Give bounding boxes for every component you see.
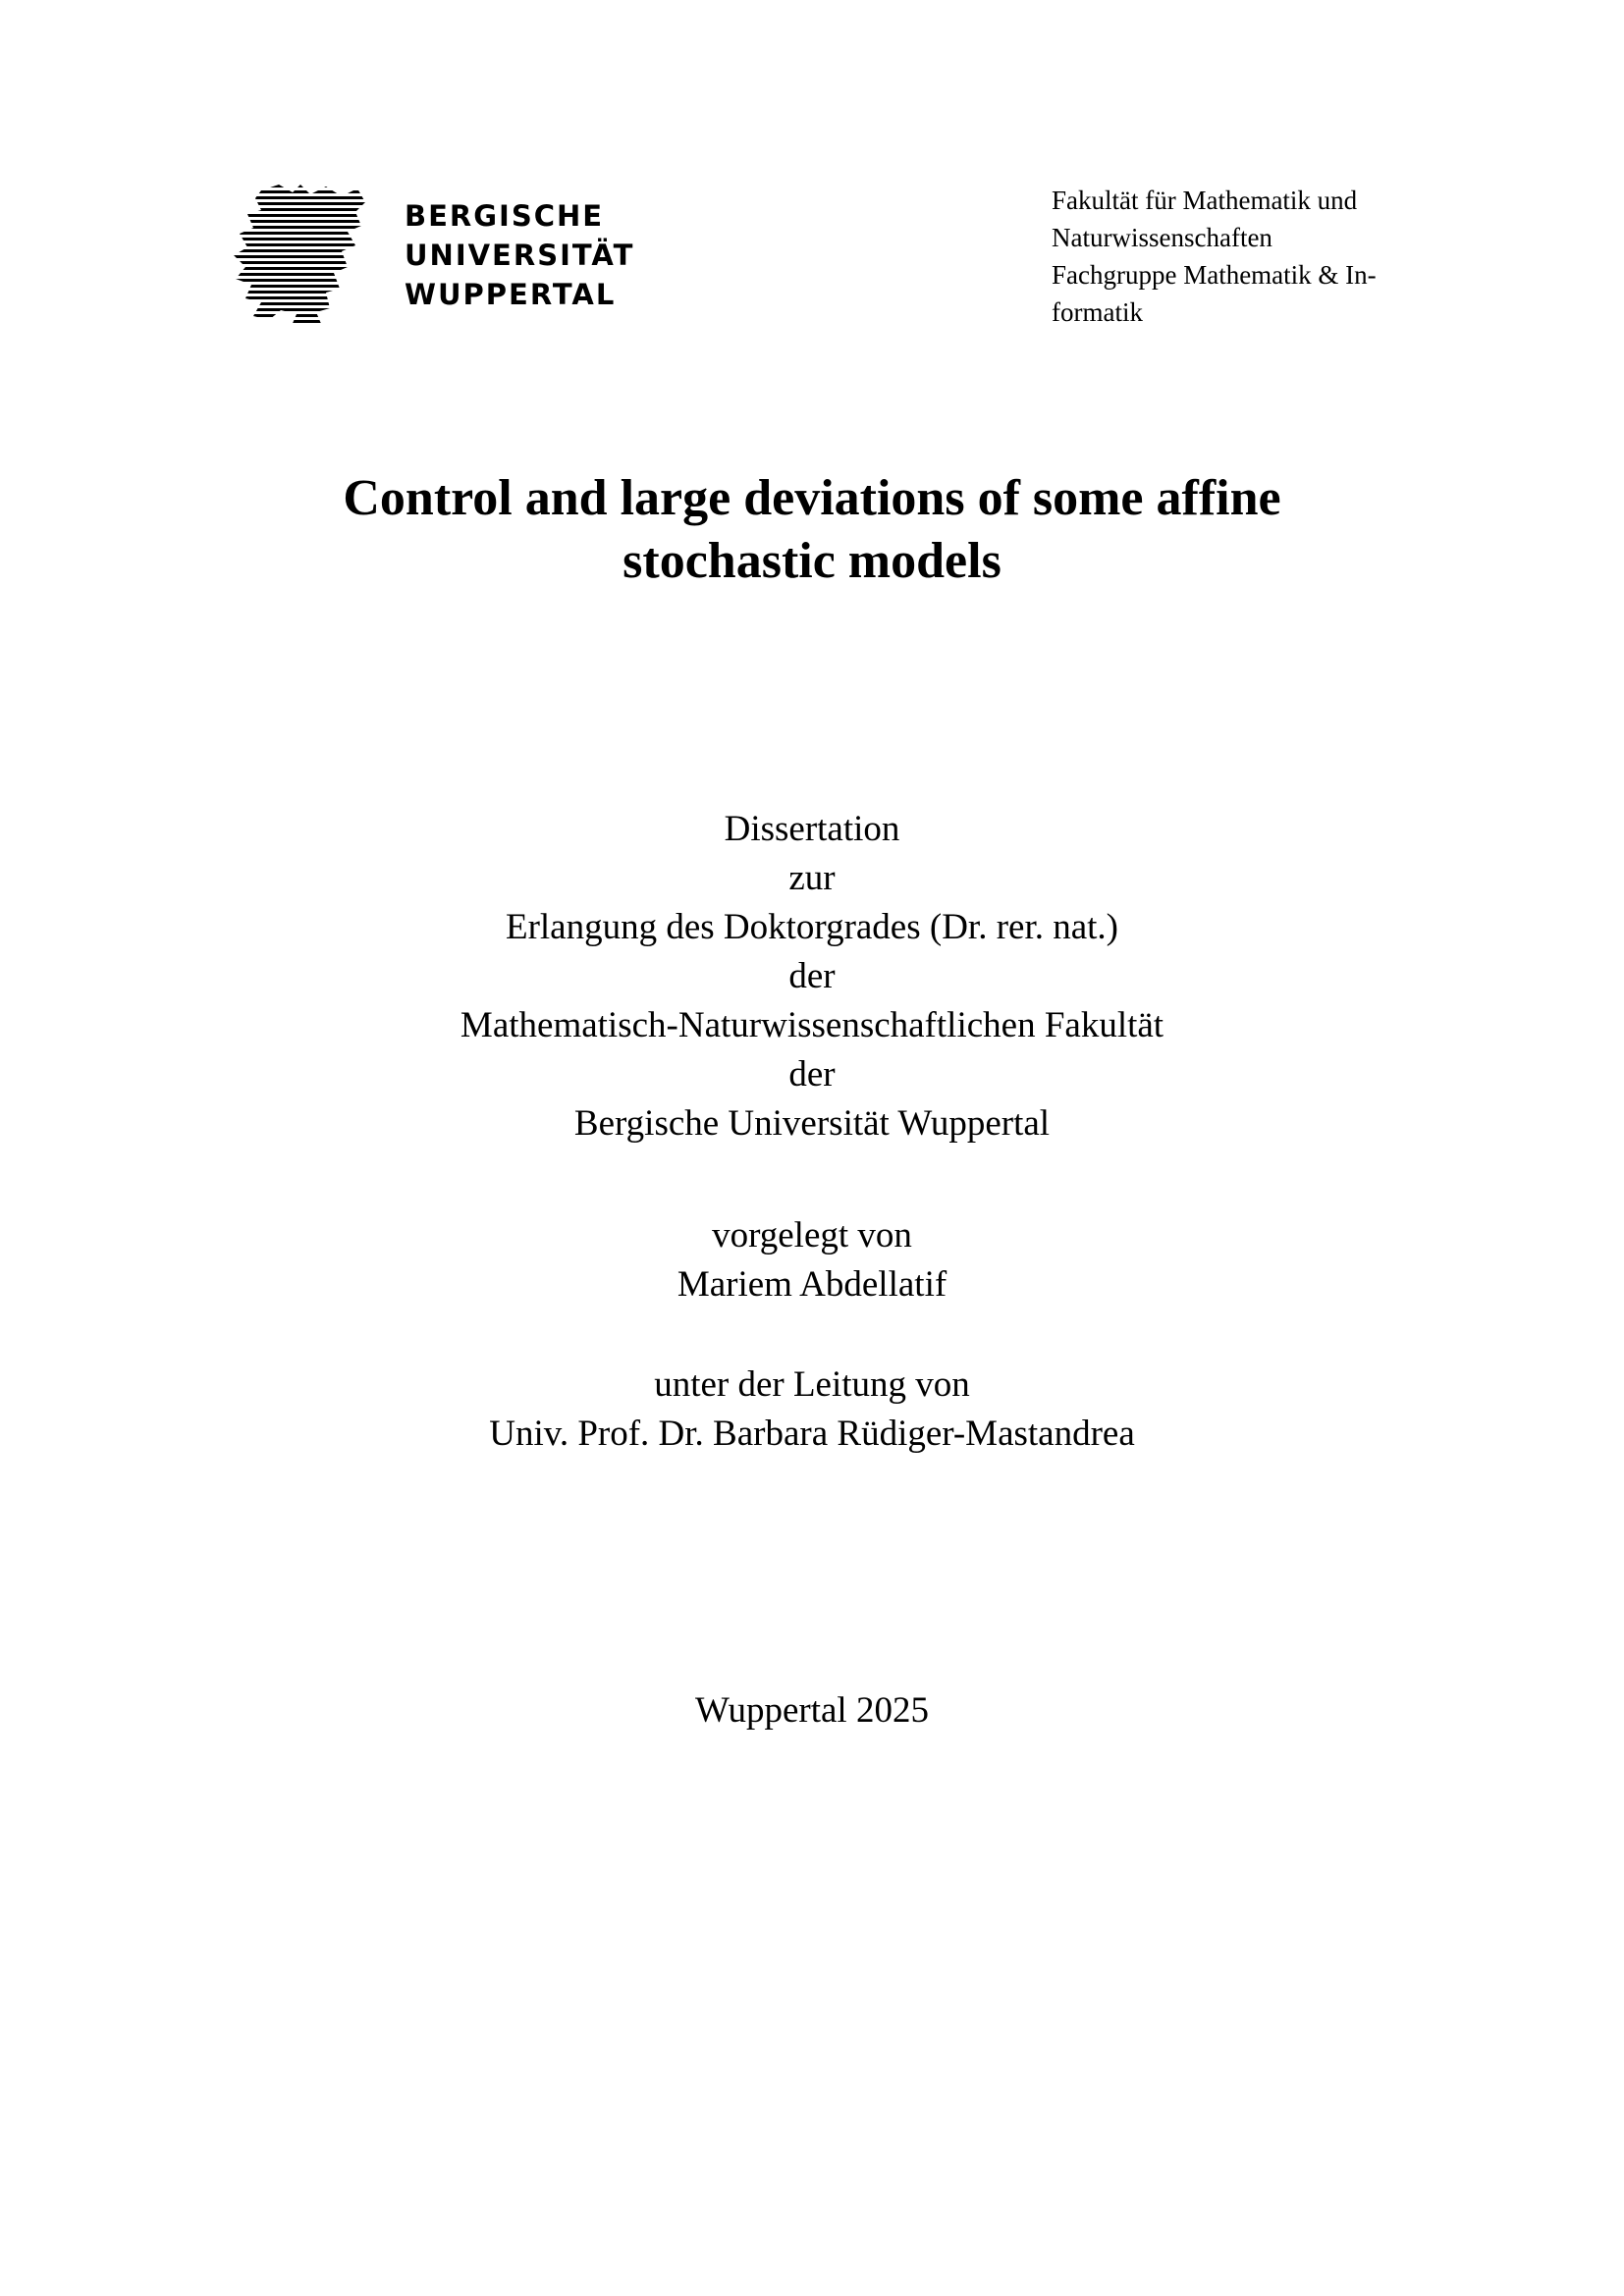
dissertation-line-2: zur xyxy=(788,858,836,898)
place-year-text: Wuppertal 2025 xyxy=(695,1690,929,1731)
thesis-title xyxy=(223,467,1401,593)
lion-emblem-icon xyxy=(232,183,369,330)
advisor-block xyxy=(223,1361,1401,1459)
dissertation-line-1: Dissertation xyxy=(724,809,900,849)
author-block xyxy=(223,1211,1401,1309)
title-line-1: Control and large deviations of some affine xyxy=(343,470,1281,526)
advisor-intro: unter der Leitung von xyxy=(654,1364,970,1405)
advisor-name: Univ. Prof. Dr. Barbara Rüdiger-Mastandrea xyxy=(489,1414,1135,1454)
faculty-line-4: formatik xyxy=(1052,297,1143,327)
logo-line-2: UNIVERSITÄT xyxy=(405,239,635,272)
dissertation-line-5: Mathematisch-Naturwissenschaftlichen Fakultät xyxy=(460,1005,1164,1045)
dissertation-statement xyxy=(223,805,1401,1148)
author-name: Mariem Abdellatif xyxy=(677,1264,947,1305)
logo-wordmark xyxy=(405,196,634,314)
faculty-line-3: Fachgruppe Mathematik & In- xyxy=(1052,260,1377,290)
dissertation-line-7: Bergische Universität Wuppertal xyxy=(573,1103,1051,1144)
university-logo xyxy=(232,183,634,330)
dissertation-line-3: Erlangung des Doktorgrades (Dr. rer. nat.) xyxy=(505,907,1119,947)
dissertation-line-4: der xyxy=(788,956,836,996)
place-year xyxy=(223,1686,1401,1735)
logo-line-1: BERGISCHE xyxy=(405,199,605,233)
title-line-2: stochastic models xyxy=(623,533,1001,589)
dissertation-line-6: der xyxy=(788,1054,836,1095)
faculty-line-2: Naturwissenschaften xyxy=(1052,223,1272,252)
author-intro: vorgelegt von xyxy=(712,1215,912,1255)
logo-line-3: WUPPERTAL xyxy=(405,278,617,311)
faculty-line-1: Fakultät für Mathematik und xyxy=(1052,186,1358,215)
faculty-info xyxy=(1052,182,1444,331)
